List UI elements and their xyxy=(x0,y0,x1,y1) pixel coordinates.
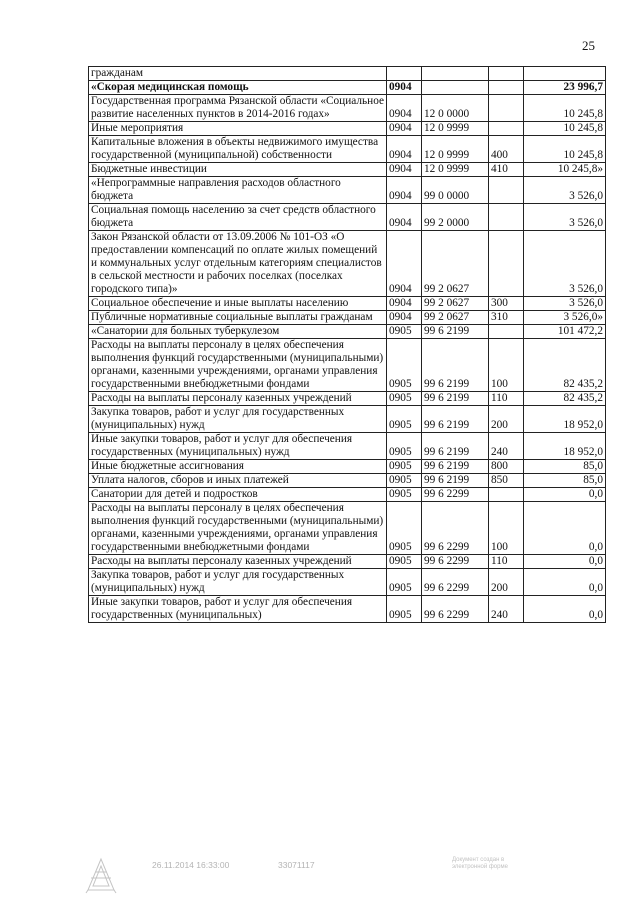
cell-amount: 85,0 xyxy=(524,474,606,488)
cell-expense-type: 310 xyxy=(489,311,524,325)
cell-section: 0905 xyxy=(387,474,422,488)
cell-amount: 3 526,0 xyxy=(524,297,606,311)
cell-expense-type xyxy=(489,488,524,502)
table-row xyxy=(89,297,606,311)
table-row xyxy=(89,488,606,502)
table-row xyxy=(89,81,606,95)
cell-name: Иные закупки товаров, работ и услуг для обеспечения государственных (муниципальных) xyxy=(89,596,387,623)
cell-name: Закупка товаров, работ и услуг для государственных (муниципальных) нужд xyxy=(89,406,387,433)
footer-note: Документ создан в электронной форме xyxy=(452,857,508,870)
cell-amount: 0,0 xyxy=(524,569,606,596)
cell-amount: 3 526,0 xyxy=(524,204,606,231)
cell-target-code: 12 0 9999 xyxy=(422,163,489,177)
cell-name: Санатории для детей и подростков xyxy=(89,488,387,502)
cell-expense-type: 100 xyxy=(489,339,524,392)
cell-name: Социальная помощь населению за счет средств областного бюджета xyxy=(89,204,387,231)
cell-section: 0905 xyxy=(387,433,422,460)
cell-name: Расходы на выплаты персоналу в целях обеспечения выполнения функций государственными (муниципальными) органами, казенными учреждениями, органами управления государственными внебюджетными фондами xyxy=(89,502,387,555)
cell-section xyxy=(387,67,422,81)
table-row xyxy=(89,67,606,81)
table-row xyxy=(89,311,606,325)
cell-expense-type xyxy=(489,325,524,339)
cell-expense-type xyxy=(489,67,524,81)
cell-expense-type: 850 xyxy=(489,474,524,488)
cell-name: Государственная программа Рязанской области «Социальное развитие населенных пунктов в 2014-2016 годах» xyxy=(89,95,387,122)
cell-target-code: 99 6 2199 xyxy=(422,406,489,433)
scale-stamp-icon xyxy=(84,856,118,894)
cell-name: Иные бюджетные ассигнования xyxy=(89,460,387,474)
cell-amount: 10 245,8 xyxy=(524,136,606,163)
cell-target-code: 99 6 2199 xyxy=(422,460,489,474)
cell-target-code xyxy=(422,81,489,95)
table-row xyxy=(89,502,606,555)
cell-expense-type xyxy=(489,177,524,204)
cell-section: 0904 xyxy=(387,177,422,204)
table-row xyxy=(89,555,606,569)
table-row xyxy=(89,474,606,488)
cell-target-code: 99 2 0627 xyxy=(422,311,489,325)
table-row xyxy=(89,325,606,339)
cell-name: «Скорая медицинская помощь xyxy=(89,81,387,95)
cell-section: 0904 xyxy=(387,231,422,297)
cell-target-code: 99 2 0000 xyxy=(422,204,489,231)
cell-expense-type: 110 xyxy=(489,555,524,569)
cell-amount: 18 952,0 xyxy=(524,433,606,460)
cell-expense-type: 240 xyxy=(489,596,524,623)
table-row xyxy=(89,406,606,433)
cell-section: 0905 xyxy=(387,406,422,433)
cell-target-code: 99 6 2199 xyxy=(422,392,489,406)
cell-target-code: 99 6 2299 xyxy=(422,596,489,623)
cell-section: 0904 xyxy=(387,297,422,311)
cell-name: Иные закупки товаров, работ и услуг для обеспечения государственных (муниципальных) нужд xyxy=(89,433,387,460)
cell-amount: 101 472,2 xyxy=(524,325,606,339)
cell-section: 0904 xyxy=(387,163,422,177)
cell-section: 0905 xyxy=(387,569,422,596)
cell-section: 0904 xyxy=(387,204,422,231)
cell-name: Капитальные вложения в объекты недвижимого имущества государственной (муниципальной) собственности xyxy=(89,136,387,163)
cell-target-code: 99 6 2299 xyxy=(422,569,489,596)
table-row xyxy=(89,433,606,460)
cell-name: Расходы на выплаты персоналу казенных учреждений xyxy=(89,392,387,406)
cell-amount: 82 435,2 xyxy=(524,392,606,406)
cell-section: 0904 xyxy=(387,136,422,163)
cell-amount: 0,0 xyxy=(524,488,606,502)
cell-expense-type xyxy=(489,81,524,95)
cell-expense-type xyxy=(489,204,524,231)
page-number: 25 xyxy=(582,38,595,53)
cell-amount: 18 952,0 xyxy=(524,406,606,433)
table-row xyxy=(89,231,606,297)
cell-amount: 10 245,8» xyxy=(524,163,606,177)
table-row xyxy=(89,392,606,406)
table-row xyxy=(89,339,606,392)
cell-expense-type xyxy=(489,231,524,297)
cell-amount: 3 526,0 xyxy=(524,177,606,204)
table-row xyxy=(89,596,606,623)
table-row xyxy=(89,136,606,163)
cell-section: 0905 xyxy=(387,555,422,569)
table-row xyxy=(89,122,606,136)
budget-table-body xyxy=(89,67,606,623)
cell-target-code: 99 6 2199 xyxy=(422,474,489,488)
cell-expense-type: 800 xyxy=(489,460,524,474)
cell-expense-type: 410 xyxy=(489,163,524,177)
footer-timestamp: 26.11.2014 16:33:00 xyxy=(152,860,230,870)
cell-target-code: 99 2 0627 xyxy=(422,297,489,311)
cell-section: 0905 xyxy=(387,502,422,555)
cell-amount: 3 526,0» xyxy=(524,311,606,325)
cell-amount: 0,0 xyxy=(524,596,606,623)
cell-section: 0904 xyxy=(387,311,422,325)
cell-target-code: 99 6 2299 xyxy=(422,488,489,502)
cell-amount: 23 996,7 xyxy=(524,81,606,95)
cell-expense-type xyxy=(489,95,524,122)
cell-target-code: 99 6 2199 xyxy=(422,325,489,339)
footer-document-id: 33071117 xyxy=(278,860,315,870)
cell-name: Уплата налогов, сборов и иных платежей xyxy=(89,474,387,488)
table-row xyxy=(89,460,606,474)
table-row xyxy=(89,569,606,596)
cell-section: 0905 xyxy=(387,392,422,406)
cell-name: «Непрограммные направления расходов областного бюджета xyxy=(89,177,387,204)
cell-section: 0905 xyxy=(387,339,422,392)
cell-name: Закон Рязанской области от 13.09.2006 № 101-ОЗ «О предоставлении компенсаций по оплате жилых помещений и коммунальных услуг отдельным категориям специалистов в сельской местности и рабочих поселках (поселках городского типа)» xyxy=(89,231,387,297)
cell-name: Расходы на выплаты персоналу казенных учреждений xyxy=(89,555,387,569)
cell-amount: 82 435,2 xyxy=(524,339,606,392)
cell-amount: 10 245,8 xyxy=(524,95,606,122)
cell-expense-type: 110 xyxy=(489,392,524,406)
table-row xyxy=(89,95,606,122)
cell-amount: 85,0 xyxy=(524,460,606,474)
cell-amount xyxy=(524,67,606,81)
cell-section: 0904 xyxy=(387,95,422,122)
cell-amount: 3 526,0 xyxy=(524,231,606,297)
cell-target-code: 12 0 0000 xyxy=(422,95,489,122)
cell-target-code: 99 6 2199 xyxy=(422,433,489,460)
cell-section: 0905 xyxy=(387,460,422,474)
cell-name: Публичные нормативные социальные выплаты гражданам xyxy=(89,311,387,325)
cell-name: Бюджетные инвестиции xyxy=(89,163,387,177)
cell-section: 0905 xyxy=(387,325,422,339)
cell-name: Социальное обеспечение и иные выплаты населению xyxy=(89,297,387,311)
table-row xyxy=(89,177,606,204)
cell-amount: 0,0 xyxy=(524,502,606,555)
cell-section: 0905 xyxy=(387,596,422,623)
budget-table xyxy=(88,66,606,623)
cell-target-code: 99 0 0000 xyxy=(422,177,489,204)
cell-expense-type: 200 xyxy=(489,406,524,433)
cell-expense-type: 200 xyxy=(489,569,524,596)
cell-target-code: 12 0 9999 xyxy=(422,122,489,136)
cell-section: 0905 xyxy=(387,488,422,502)
cell-name: Иные мероприятия xyxy=(89,122,387,136)
cell-target-code: 12 0 9999 xyxy=(422,136,489,163)
cell-name: «Санатории для больных туберкулезом xyxy=(89,325,387,339)
cell-amount: 10 245,8 xyxy=(524,122,606,136)
table-row xyxy=(89,163,606,177)
cell-amount: 0,0 xyxy=(524,555,606,569)
cell-expense-type: 300 xyxy=(489,297,524,311)
cell-expense-type: 240 xyxy=(489,433,524,460)
cell-target-code: 99 6 2199 xyxy=(422,339,489,392)
cell-name: гражданам xyxy=(89,67,387,81)
cell-name: Расходы на выплаты персоналу в целях обеспечения выполнения функций государственными (муниципальными) органами, казенными учреждениями, органами управления государственными внебюджетными фондами xyxy=(89,339,387,392)
cell-target-code xyxy=(422,67,489,81)
table-row xyxy=(89,204,606,231)
page-footer xyxy=(0,856,640,896)
cell-section: 0904 xyxy=(387,122,422,136)
cell-target-code: 99 2 0627 xyxy=(422,231,489,297)
cell-target-code: 99 6 2299 xyxy=(422,555,489,569)
cell-expense-type: 400 xyxy=(489,136,524,163)
cell-expense-type: 100 xyxy=(489,502,524,555)
cell-name: Закупка товаров, работ и услуг для государственных (муниципальных) нужд xyxy=(89,569,387,596)
cell-section: 0904 xyxy=(387,81,422,95)
cell-expense-type xyxy=(489,122,524,136)
cell-target-code: 99 6 2299 xyxy=(422,502,489,555)
